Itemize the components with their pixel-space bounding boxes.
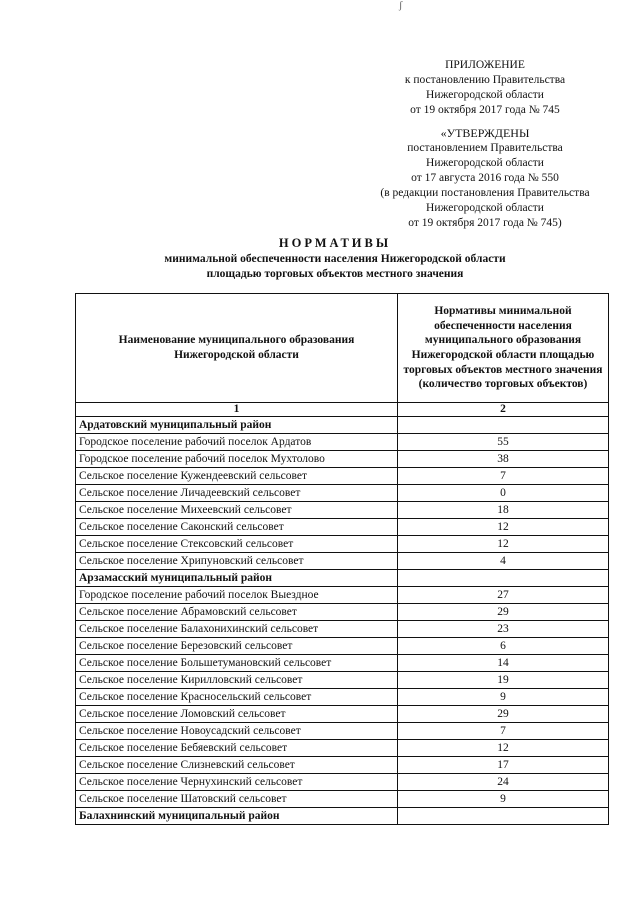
table-row [76, 774, 609, 791]
table-row [76, 672, 609, 689]
norm-value: 55 [398, 434, 609, 451]
table-row [76, 655, 609, 672]
norm-value: 14 [398, 655, 609, 672]
municipality-name: Сельское поселение Чернухинский сельсовет [76, 774, 398, 791]
table-column-number-row [76, 403, 609, 417]
appendix-block [340, 58, 630, 118]
appendix-heading: ПРИЛОЖЕНИЕ [445, 59, 525, 71]
norm-value: 7 [398, 468, 609, 485]
approved-line: Нижегородской области [426, 157, 544, 169]
approved-line: постановлением Правительства [407, 142, 563, 154]
table-row [76, 553, 609, 570]
table-row [76, 740, 609, 757]
municipality-name: Сельское поселение Абрамовский сельсовет [76, 604, 398, 621]
scan-mark: ʃ [399, 0, 403, 11]
table-row [76, 723, 609, 740]
district-name: Арзамасский муниципальный район [76, 570, 398, 587]
municipality-name: Сельское поселение Березовский сельсовет [76, 638, 398, 655]
title-subtitle: площадью торговых объектов местного значения [206, 268, 464, 280]
municipality-name: Сельское поселение Стексовский сельсовет [76, 536, 398, 553]
norm-value: 12 [398, 536, 609, 553]
table-row [76, 638, 609, 655]
table-row [76, 451, 609, 468]
appendix-line: от 19 октября 2017 года № 745 [410, 104, 560, 116]
title-main: НОРМАТИВЫ [278, 236, 392, 250]
norm-value: 23 [398, 621, 609, 638]
municipality-name: Городское поселение рабочий поселок Ардатов [76, 434, 398, 451]
approved-line: от 17 августа 2016 года № 550 [411, 172, 559, 184]
district-name: Балахнинский муниципальный район [76, 808, 398, 825]
table-header-row [76, 294, 609, 403]
district-row [76, 417, 609, 434]
table-row [76, 468, 609, 485]
approved-line: Нижегородской области [426, 202, 544, 214]
norm-value: 7 [398, 723, 609, 740]
norm-value: 12 [398, 519, 609, 536]
approved-block [340, 126, 630, 231]
table-row [76, 757, 609, 774]
district-name: Ардатовский муниципальный район [76, 417, 398, 434]
table-row [76, 604, 609, 621]
norm-value: 4 [398, 553, 609, 570]
municipality-name: Сельское поселение Шатовский сельсовет [76, 791, 398, 808]
table-row [76, 689, 609, 706]
municipality-name: Сельское поселение Михеевский сельсовет [76, 502, 398, 519]
table-body [76, 417, 609, 825]
municipality-name: Сельское поселение Ломовский сельсовет [76, 706, 398, 723]
document-title [40, 234, 630, 282]
norm-value [398, 570, 609, 587]
norm-value: 12 [398, 740, 609, 757]
municipality-name: Городское поселение рабочий поселок Мухтолово [76, 451, 398, 468]
municipality-name: Сельское поселение Новоусадский сельсовет [76, 723, 398, 740]
norms-table-wrapper [75, 293, 609, 825]
district-row [76, 808, 609, 825]
norm-value [398, 417, 609, 434]
norm-value: 38 [398, 451, 609, 468]
column-header-norm: Нормативы минимальной обеспеченности населения муниципального образования Нижегородской области площадью торговых объектов местного значения (количество торговых объектов) [398, 294, 609, 403]
norm-value: 9 [398, 791, 609, 808]
norm-value: 24 [398, 774, 609, 791]
norm-value: 17 [398, 757, 609, 774]
approved-line: от 19 октября 2017 года № 745) [408, 217, 562, 229]
norm-value: 19 [398, 672, 609, 689]
municipality-name: Сельское поселение Красносельский сельсовет [76, 689, 398, 706]
column-header-name: Наименование муниципального образования Нижегородской области [76, 294, 398, 403]
municipality-name: Сельское поселение Личадеевский сельсовет [76, 485, 398, 502]
norm-value: 9 [398, 689, 609, 706]
table-row [76, 587, 609, 604]
municipality-name: Сельское поселение Хрипуновский сельсовет [76, 553, 398, 570]
municipality-name: Сельское поселение Саконский сельсовет [76, 519, 398, 536]
table-row [76, 502, 609, 519]
norm-value: 29 [398, 706, 609, 723]
appendix-line: Нижегородской области [426, 89, 544, 101]
table-row [76, 485, 609, 502]
approved-line: (в редакции постановления Правительства [380, 187, 590, 199]
approved-heading: «УТВЕРЖДЕНЫ [440, 126, 530, 140]
municipality-name: Сельское поселение Балахонихинский сельсовет [76, 621, 398, 638]
district-row [76, 570, 609, 587]
municipality-name: Сельское поселение Кужендеевский сельсовет [76, 468, 398, 485]
norm-value: 0 [398, 485, 609, 502]
table-row [76, 706, 609, 723]
table-row [76, 791, 609, 808]
municipality-name: Сельское поселение Бебяевский сельсовет [76, 740, 398, 757]
municipality-name: Городское поселение рабочий поселок Выездное [76, 587, 398, 604]
column-number-1: 1 [76, 403, 398, 417]
norm-value [398, 808, 609, 825]
norm-value: 6 [398, 638, 609, 655]
norms-table [75, 293, 609, 825]
table-row [76, 621, 609, 638]
column-number-2: 2 [398, 403, 609, 417]
table-row [76, 434, 609, 451]
norm-value: 29 [398, 604, 609, 621]
municipality-name: Сельское поселение Большетумановский сельсовет [76, 655, 398, 672]
table-row [76, 536, 609, 553]
table-row [76, 519, 609, 536]
title-subtitle: минимальной обеспеченности населения Нижегородской области [164, 253, 506, 265]
municipality-name: Сельское поселение Кирилловский сельсовет [76, 672, 398, 689]
norm-value: 27 [398, 587, 609, 604]
municipality-name: Сельское поселение Слизневский сельсовет [76, 757, 398, 774]
appendix-line: к постановлению Правительства [404, 74, 566, 86]
norm-value: 18 [398, 502, 609, 519]
